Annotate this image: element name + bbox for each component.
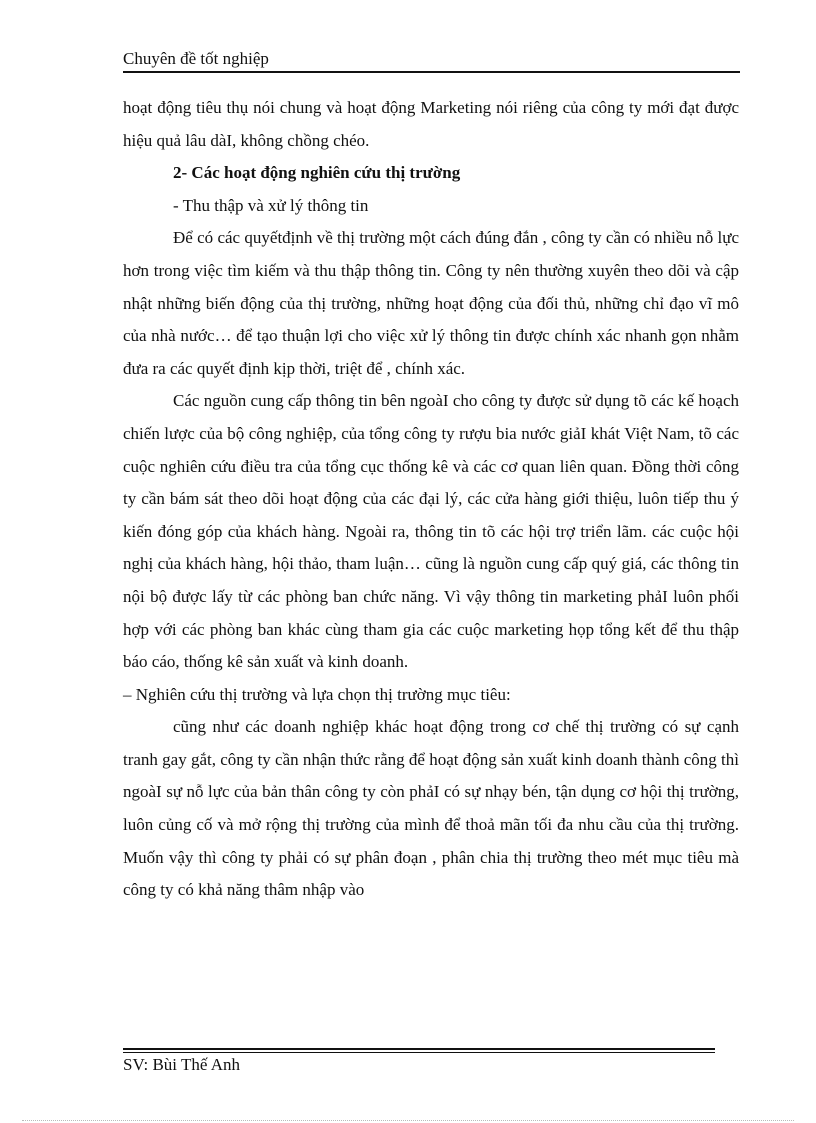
paragraph-decisions: Để có các quyếtđịnh về thị trường một cách đúng đắn , công ty cần có nhiều nỗ lực hơn trong việc tìm kiếm và thu thập thông tin. Công ty nên thường xuyên theo dõi và cập nhật những biến động của thị trường, những hoạt động của đối thủ, những chỉ đạo vĩ mô của nhà nước… để tạo thuận lợi cho việc xử lý thông tin được chính xác nhanh gọn nhằm đưa ra các quyết định kịp thời, triệt để , chính xác.: [123, 228, 739, 378]
paragraph-target-market: cũng như các doanh nghiệp khác hoạt động trong cơ chế thị trường có sự cạnh tranh gay gắt, công ty cần nhận thức rằng để hoạt động sản xuất kinh doanh thành công thì ngoàI sự nỗ lực của bản thân công ty còn phảI có sự nhạy bén, tận dụng cơ hội thị trường, luôn củng cố và mở rộng thị trường của mình để thoả mãn tối đa nhu cầu của thị trường. Muốn vậy thì công ty phải có sự phân đoạn , phân chia thị trường theo mét mục tiêu mà công ty có khả năng thâm nhập vào: [123, 717, 739, 900]
page-header-title: Chuyên đề tốt nghiệp: [123, 49, 269, 68]
page-bottom-dotted-border: [22, 1120, 794, 1121]
paragraph-external-sources: Các nguồn cung cấp thông tin bên ngoàI cho công ty được sử dụng tõ các kế hoạch chiến lược của bộ công nghiệp, của tổng công ty rượu bia nước giảI khát Việt Nam, tõ các cuộc nghiên cứu điều tra của tổng cục thống kê và các cơ quan liên quan. Đồng thời công ty cần bám sát theo dõi hoạt động của các đại lý, các cửa hàng giới thiệu, luôn tiếp thu ý kiến đóng góp của khách hàng. Ngoài ra, thông tin tõ các hội trợ triển lãm. các cuộc hội nghị của khách hàng, hội thảo, tham luận… cũng là nguồn cung cấp quý giá, các thông tin nội bộ được lấy từ các phòng ban chức năng. Vì vậy thông tin marketing phảI luôn phối hợp với các phòng ban khác cùng tham gia các cuộc marketing họp tổng kết để thu thập báo cáo, thống kê sản xuất và kinh doanh.: [123, 391, 739, 672]
footer-divider-thick: [123, 1048, 715, 1050]
header-divider: [123, 71, 740, 73]
paragraph-continuation: hoạt động tiêu thụ nói chung và hoạt động Marketing nói riêng của công ty mới đạt được hiệu quả lâu dàI, không chồng chéo.: [123, 98, 739, 150]
section-heading: 2- Các hoạt động nghiên cứu thị trường: [173, 163, 461, 183]
page-body: [123, 92, 739, 907]
footer-author: SV: Bùi Thế Anh: [123, 1055, 240, 1074]
subheading-info-collection: - Thu thập và xử lý thông tin: [173, 195, 369, 215]
subheading-market-research: – Nghiên cứu thị trường và lựa chọn thị trường mục tiêu:: [123, 684, 511, 704]
